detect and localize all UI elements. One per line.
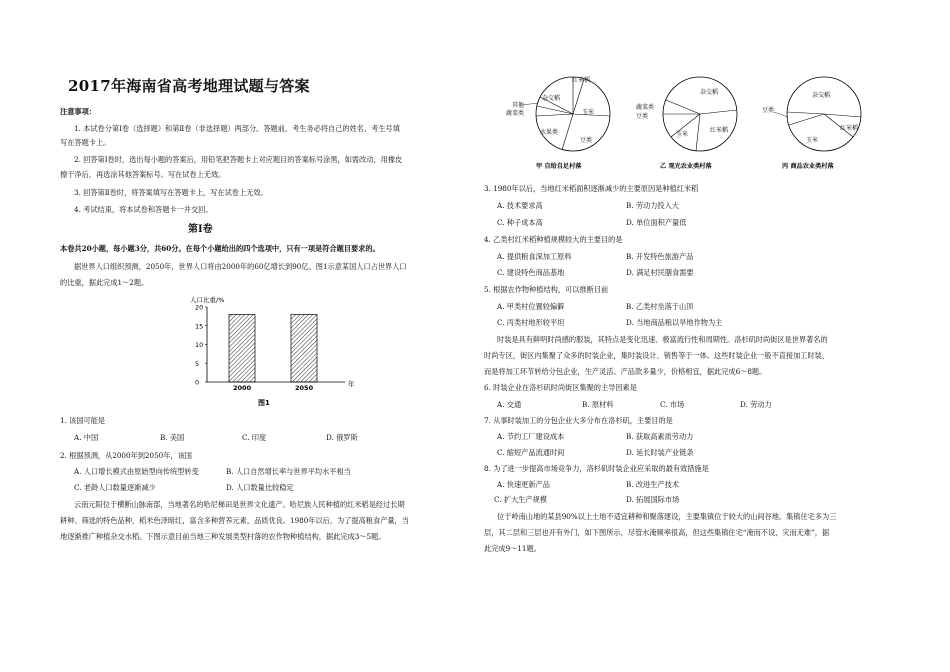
q8-option-c[interactable]: C. 扩大生产规模 [494, 495, 547, 504]
bar-2000 [229, 315, 255, 383]
pie-chart-bing [760, 72, 890, 177]
pie-yi-caption: 乙 观光农业类村落 [660, 163, 712, 170]
pie-bing-label-zajiao: 杂交稻 [812, 92, 831, 99]
q7-option-d[interactable]: D. 延长时装产业链条 [626, 448, 694, 457]
pie-jia-label-doulei: 豆类 [580, 137, 593, 144]
q3-option-b[interactable]: B. 劳动力投入大 [626, 201, 679, 210]
q2-option-b[interactable]: B. 人口自然增长率与世界平均水平相当 [226, 467, 351, 476]
note-4: 4. 考试结束，将本试卷和答题卡一并交回。 [74, 205, 213, 214]
pie-yi-label-zajiao: 杂交稻 [700, 89, 719, 96]
q1-option-a[interactable]: A. 中国 [74, 433, 99, 442]
q1-option-b[interactable]: B. 美国 [160, 433, 185, 442]
note-2-line-1: 2. 回答第Ⅰ卷时，选出每小题的答案后，用铅笔把答题卡上对应题目的答案标号涂黑，如需改动，用橡皮 [74, 155, 403, 164]
q6-stem: 6. 时装企业在洛杉矶时尚街区集聚的主导因素是 [484, 383, 637, 392]
intro-1-line-2: 的比重，据此完成1～2题。 [60, 278, 149, 287]
q4-option-c[interactable]: C. 建设特色商品基地 [497, 268, 565, 277]
pie-yi-label-yumi: 玉米 [676, 131, 689, 138]
pie-jia-caption: 甲 自给自足村落 [536, 163, 582, 170]
q6-option-a[interactable]: A. 交通 [497, 400, 522, 409]
q7-stem: 7. 从事时装加工的分包企业大多分布在洛杉矶，主要目的是 [484, 416, 673, 425]
q7-option-c[interactable]: C. 缩短产品流通时间 [497, 448, 565, 457]
intro-3-line-3: 而是将加工环节转给分包企业，生产灵活、产品款多量少，价格相宜，据此完成6～8题。 [484, 367, 767, 376]
intro-4-line-2: 层，其二层和三层也开有外门，如下图所示，尽管水淹频率很高，但这些集镇住宅“淹而不设，灾而无难”，据 [484, 528, 830, 537]
intro-1-line-1: 据世界人口组织预测，2050年，世界人口将由2000年的60亿增长到90亿。图1示意某国人口占世界人口 [74, 262, 407, 271]
pie-chart-jia [500, 72, 630, 177]
q8-stem: 8. 为了进一步提高市场竞争力，洛杉矶时装企业应采取的最有效措施是 [484, 464, 709, 473]
q5-option-b[interactable]: B. 乙类村坐落于山顶 [626, 302, 694, 311]
q6-option-d[interactable]: D. 劳动力 [740, 400, 772, 409]
q2-option-a[interactable]: A. 人口增长模式由原始型向传统型转变 [74, 467, 199, 476]
q4-stem: 4. 乙类村红米稻种植规模较大的主要目的是 [484, 235, 623, 244]
note-3: 3. 回答第Ⅱ卷时，将答案填写在答题卡上，写在试卷上无效。 [74, 188, 268, 197]
intro-2-line-2: 耕种、筛选的特色品种，稻米色泽暗红，富含多种营养元素，品质优良。1980年以后，为了提高粮食产量，当 [60, 516, 409, 525]
y-tick-label: 20 [195, 303, 204, 312]
q3-stem: 3. 1980年以后，当地红米稻面积逐渐减少的主要原因是种植红米稻 [484, 184, 699, 193]
pie-jia-label-yumi: 玉米 [582, 109, 595, 116]
pie-jia-label-shuiguo: 水果类 [540, 129, 559, 136]
q8-option-a[interactable]: A. 快速更新产品 [497, 480, 550, 489]
note-2-line-2: 擦干净后，再选涂其他答案标号。写在试卷上无效。 [60, 170, 226, 179]
population-bar-chart [180, 290, 360, 410]
q3-option-a[interactable]: A. 技术要求高 [497, 201, 543, 210]
pie-yi-label-doulei: 豆类 [636, 113, 649, 120]
chart-ylabel: 人口比重/% [190, 296, 225, 304]
pie-bing-label-yumi: 玉米 [806, 137, 819, 144]
note-1-line-2: 写在答题卡上。 [60, 138, 111, 147]
q2-option-d[interactable]: D. 人口数量比较稳定 [226, 483, 294, 492]
q3-option-c[interactable]: C. 种子成本高 [497, 218, 543, 227]
y-tick-label: 15 [195, 322, 204, 331]
q4-option-d[interactable]: D. 满足村民膳食需要 [626, 268, 694, 277]
intro-4-line-1: 位于岭南山地的某县90%以上土地不适宜耕种和聚落建设，主要集镇位于较大的山间谷地。集镇住宅多为三 [497, 512, 837, 521]
q8-option-b[interactable]: B. 改进生产技术 [626, 480, 679, 489]
pie-jia-label-shucai: 蔬菜类 [506, 110, 525, 117]
q1-option-c[interactable]: C. 印度 [242, 433, 267, 442]
chart-title: 图1 [258, 399, 270, 407]
intro-2-line-3: 地逐渐推广种植杂交水稻。下图示意目前当地三种发展类型村落的农作物种植结构，据此完成3～5题。 [60, 532, 386, 541]
pie-jia-label-zajiao: 杂交稻 [542, 95, 561, 102]
pie-yi-label-hongmi: 红米稻 [710, 127, 729, 134]
x-tick-label: 2000 [233, 384, 252, 392]
q4-option-b[interactable]: B. 开发特色旅游产品 [626, 252, 694, 261]
y-tick-label: 10 [195, 341, 204, 349]
instructions: 本卷共20小题，每小题3分，共60分。在每个小题给出的四个选项中，只有一项是符合题目要求的。 [60, 244, 380, 253]
x-tick-label: 2050 [295, 384, 314, 392]
q1-option-d[interactable]: D. 俄罗斯 [326, 433, 358, 442]
chart-xlabel: 年 [348, 380, 355, 388]
notes-heading: 注意事项： [60, 107, 96, 116]
note-1-line-1: 1. 本试卷分第Ⅰ卷（选择题）和第Ⅱ卷（非选择题）两部分。答题前，考生务必将自己的姓名、考生号填 [74, 124, 400, 133]
q2-option-c[interactable]: C. 老龄人口数量逐渐减少 [74, 483, 156, 492]
q3-option-d[interactable]: D. 单位面积产量低 [626, 218, 687, 227]
q5-stem: 5. 根据农作物种植结构，可以推断目前 [484, 285, 609, 294]
q5-option-a[interactable]: A. 甲类村位置较偏僻 [497, 302, 565, 311]
q2-stem: 2. 根据预测，从2000年到2050年，该国 [60, 451, 192, 460]
q4-option-a[interactable]: A. 提供粮食深加工原料 [497, 252, 572, 261]
page-title: 2017年海南省高考地理试题与答案 [68, 77, 310, 95]
q6-option-c[interactable]: C. 市场 [660, 400, 685, 409]
pie-bing-label-doulei: 豆类 [762, 107, 775, 114]
pie-chart-yi [630, 72, 760, 177]
q6-option-b[interactable]: B. 原材料 [582, 400, 614, 409]
pie-bing-caption: 丙 商品农业类村落 [782, 163, 834, 170]
intro-3-line-2: 时尚专区，街区内集聚了众多的时装企业，集时装设计、销售等于一体。这些时装企业一般不直接加工时装， [484, 351, 830, 360]
q1-stem: 1. 该国可能是 [60, 416, 106, 425]
y-tick-label: 0 [195, 378, 200, 387]
intro-4-line-3: 此完成9～11题。 [484, 544, 541, 553]
q7-option-b[interactable]: B. 获取高素质劳动力 [626, 432, 694, 441]
section-heading: 第Ⅰ卷 [188, 224, 213, 235]
bar-2050 [291, 315, 317, 383]
q5-option-c[interactable]: C. 丙类村地形较平坦 [497, 318, 565, 327]
q8-option-d[interactable]: D. 拓展国际市场 [626, 495, 680, 504]
pie-bing-label-hongmi: 红米稻 [840, 125, 859, 132]
pie-jia-label-hongmi: 红米稻 [572, 77, 591, 84]
pie-jia-label-qita: 其他 [512, 102, 525, 109]
q5-option-d[interactable]: D. 当地商品粮以旱地作物为主 [626, 318, 723, 327]
pie-yi-label-shucai: 蔬菜类 [636, 104, 655, 111]
y-tick-label: 5 [195, 359, 200, 368]
intro-2-line-1: 云南元阳位于横断山脉南部，当地著名的哈尼梯田是世界文化遗产。哈尼族人民种植的红米稻是经过长期 [74, 500, 405, 509]
q7-option-a[interactable]: A. 节约工厂建设成本 [497, 432, 565, 441]
intro-3-line-1: 时装是具有鲜明时尚感的服装，其特点是变化迅速、极富流行性和周期性。洛杉矶时尚街区是世界著名的 [497, 335, 828, 344]
